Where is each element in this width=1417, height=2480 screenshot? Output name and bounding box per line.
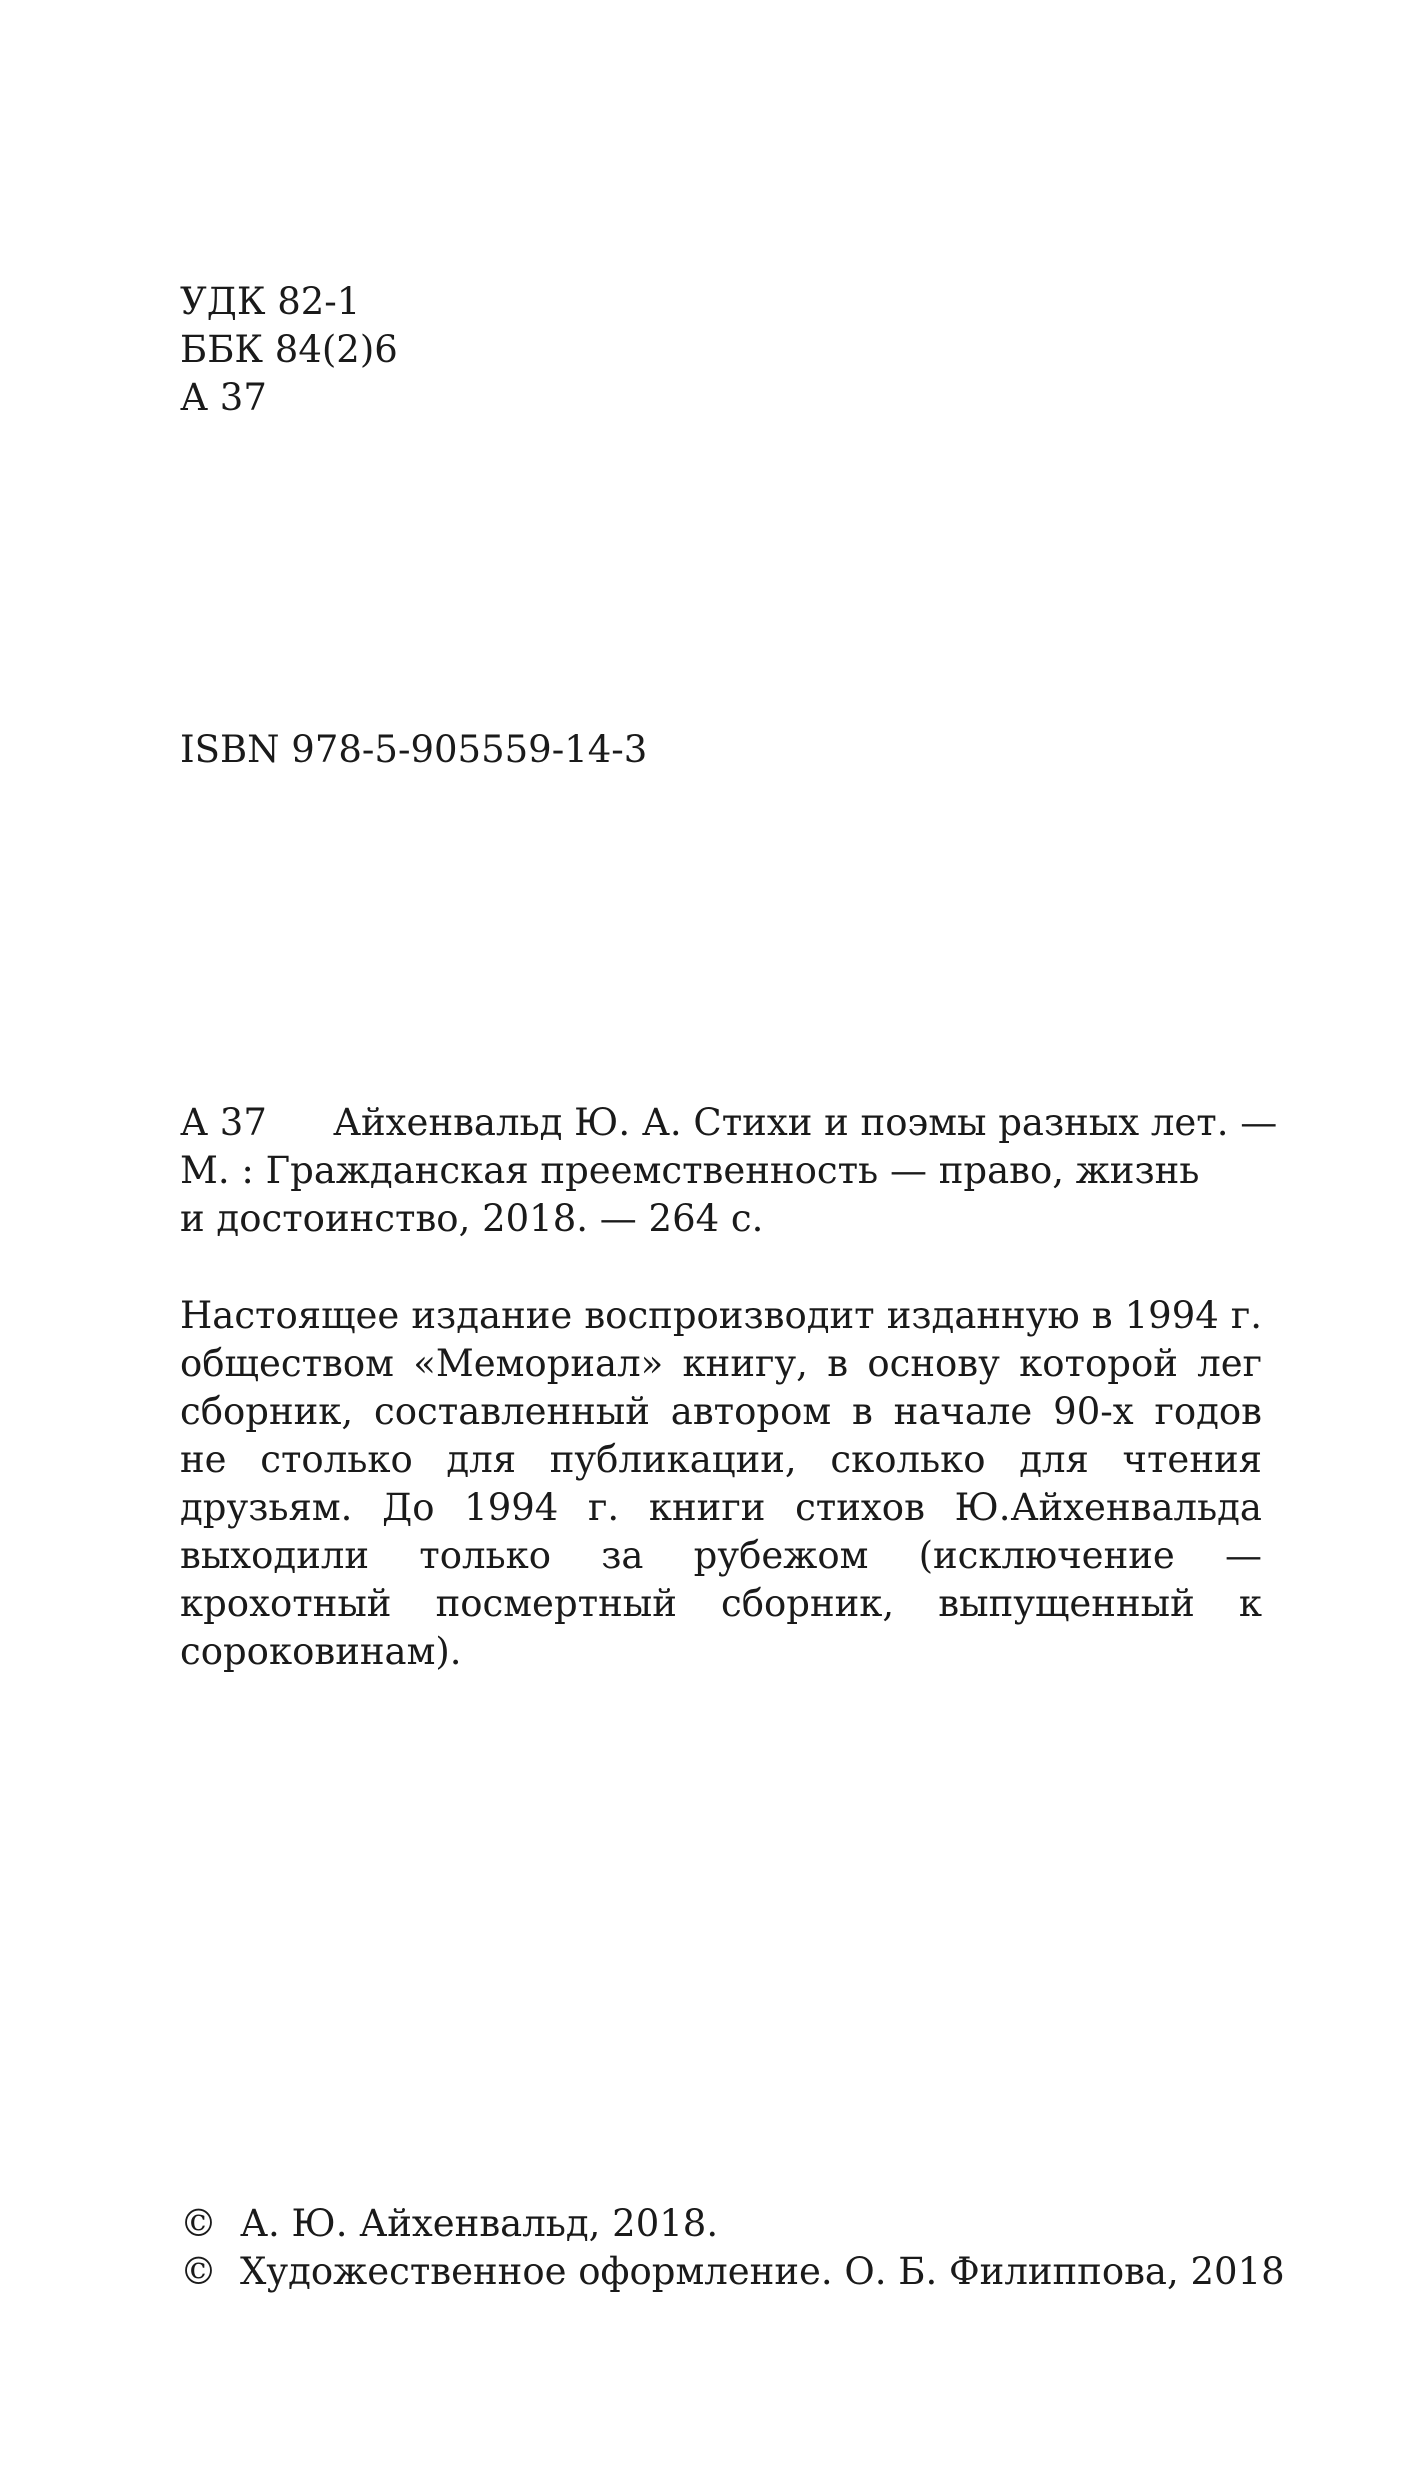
bibliographic-code: А 37 <box>180 1101 267 1144</box>
bbk-code: ББК 84(2)6 <box>180 328 398 371</box>
copyright-author-text: А. Ю. Айхенвальд, 2018. <box>240 2202 719 2245</box>
bibliographic-text-1: Айхенвальд Ю. А. Стихи и поэмы разных лет. — <box>333 1101 1278 1144</box>
copyright-author <box>180 2200 1260 2248</box>
copyright-icon: © <box>180 2202 217 2245</box>
copyright-block <box>180 2200 1285 2296</box>
author-mark: А 37 <box>180 376 267 419</box>
bibliographic-line-3: и достоинство, 2018. — 264 с. <box>180 1197 764 1240</box>
copyright-design <box>180 2248 1285 2296</box>
bibliographic-line-2: М. : Гражданская преемственность — право, жизнь <box>180 1149 1200 1192</box>
isbn: ISBN 978-5-905559-14-3 <box>180 728 648 771</box>
bibliographic-line-1 <box>180 1099 1278 1147</box>
copyright-design-text: Художественное оформление. О. Б. Филиппова, 2018 <box>240 2250 1285 2293</box>
annotation-paragraph: Настоящее издание воспроизводит изданную в 1994 г. обществом «Мемориал» книгу, в основу которой лег сборник, составленный автором в начале 90-х годов не столько для публикации, сколько для чтения друзьям. До 1994 г. книги стихов Ю.Айхенвальда выходили только за рубежом (исключение — крохотный посмертный сборник, выпущенный к сороковинам). <box>180 1294 1262 1673</box>
udk-code: УДК 82-1 <box>180 280 361 323</box>
classification-block <box>180 278 1260 422</box>
copyright-icon: © <box>180 2250 217 2293</box>
bibliographic-record <box>180 1099 1278 1243</box>
